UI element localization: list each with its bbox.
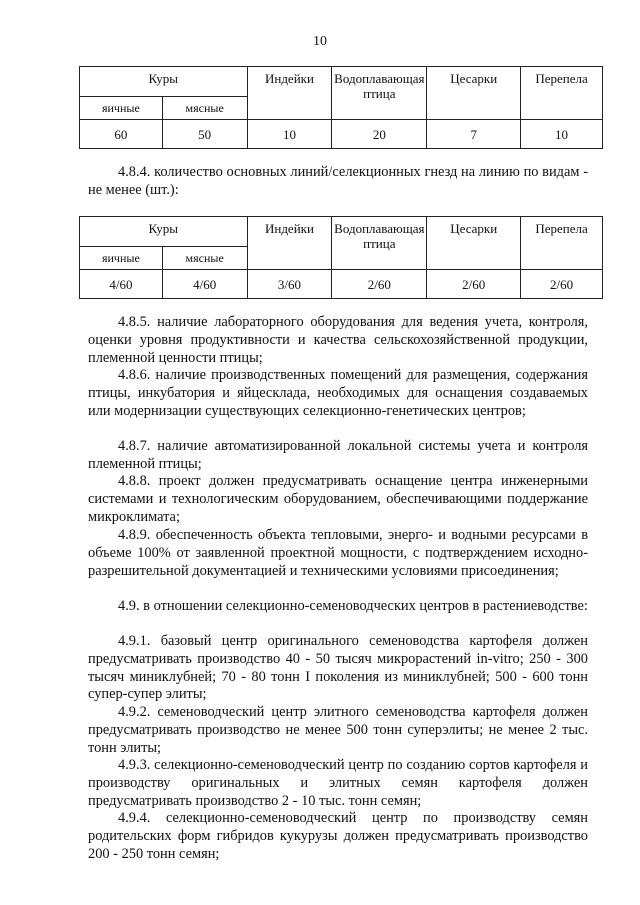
table-cell: 2/60 [427, 270, 521, 299]
header-tsesarki: Цесарки [427, 67, 521, 120]
paragraph-4-9-1: 4.9.1. базовый центр оригинального семеноводства картофеля должен предусматривать производство 40 - 50 тысяч микрорастений in-vitro; 250 - 300 тысяч миниклубней; 70 - 80 тонн I поколения из миниклубней; 500 - 600 тонн супер-супер элиты; [88, 633, 588, 703]
table-cell: 50 [162, 120, 247, 149]
table-cell: 4/60 [162, 270, 247, 299]
table-row [80, 270, 603, 299]
paragraph-4-8-4: 4.8.4. количество основных линий/селекционных гнезд на линию по видам - не менее (шт.): [88, 164, 588, 198]
header-perepela: Перепела [521, 67, 603, 120]
header-vodoplavayushchaya: Водоплавающая птица [332, 217, 427, 270]
paragraph-4-9-4: 4.9.4. селекционно-семеноводческий центр по производству семян родительских форм гибридов кукурузы должен предусматривать производство 200 - 250 тонн семян; [88, 810, 588, 862]
quota-table-1 [79, 66, 603, 149]
table-cell: 10 [247, 120, 332, 149]
table-row [80, 120, 603, 149]
paragraph-4-8-6: 4.8.6. наличие производственных помещений для размещения, содержания птицы, инкубатория и яйцесклада, необходимых для оснащения создаваемых или модернизации существующих селекционно-генетических центров; [88, 367, 588, 419]
page-number: 10 [313, 34, 327, 49]
subheader-myasnye: мясные [162, 247, 247, 270]
table-cell: 7 [427, 120, 521, 149]
subheader-yaichnye: яичные [80, 247, 163, 270]
header-indeyki: Индейки [247, 67, 332, 120]
paragraph-4-8-5: 4.8.5. наличие лабораторного оборудования для ведения учета, контроля, оценки уровня продуктивности и качества сельскохозяйственной продукции, племенной ценности птицы; [88, 314, 588, 366]
table-cell: 10 [521, 120, 603, 149]
table-cell: 2/60 [332, 270, 427, 299]
paragraph-4-8-8: 4.8.8. проект должен предусматривать оснащение центра инженерными системами и технологическим оборудованием, обеспечивающими поддержание микроклимата; [88, 473, 588, 525]
table-cell: 2/60 [521, 270, 603, 299]
header-tsesarki: Цесарки [427, 217, 521, 270]
header-kury: Куры [80, 217, 248, 247]
header-vodoplavayushchaya: Водоплавающая птица [332, 67, 427, 120]
subheader-myasnye: мясные [162, 97, 247, 120]
table-cell: 60 [80, 120, 163, 149]
paragraph-4-8-9: 4.8.9. обеспеченность объекта тепловыми, энерго- и водными ресурсами в объеме 100% от заявленной проектной мощности, с подтверждением исходно-разрешительной документацией и техническими условиями присоединения; [88, 527, 588, 579]
table-cell: 3/60 [247, 270, 332, 299]
header-kury: Куры [80, 67, 248, 97]
header-perepela: Перепела [521, 217, 603, 270]
table-cell: 4/60 [80, 270, 163, 299]
subheader-yaichnye: яичные [80, 97, 163, 120]
paragraph-4-9: 4.9. в отношении селекционно-семеноводческих центров в растениеводстве: [118, 598, 588, 614]
quota-table-2 [79, 216, 603, 299]
paragraph-4-9-3: 4.9.3. селекционно-семеноводческий центр по созданию сортов картофеля и производству оригинальных и элитных семян картофеля должен предусматривать производство 2 - 10 тыс. тонн семян; [88, 757, 588, 809]
header-indeyki: Индейки [247, 217, 332, 270]
paragraph-4-9-2: 4.9.2. семеноводческий центр элитного семеноводства картофеля должен предусматривать производство не менее 500 тонн суперэлиты; не менее 2 тыс. тонн элиты; [88, 704, 588, 756]
paragraph-4-8-7: 4.8.7. наличие автоматизированной локальной системы учета и контроля племенной птицы; [88, 438, 588, 472]
table-cell: 20 [332, 120, 427, 149]
